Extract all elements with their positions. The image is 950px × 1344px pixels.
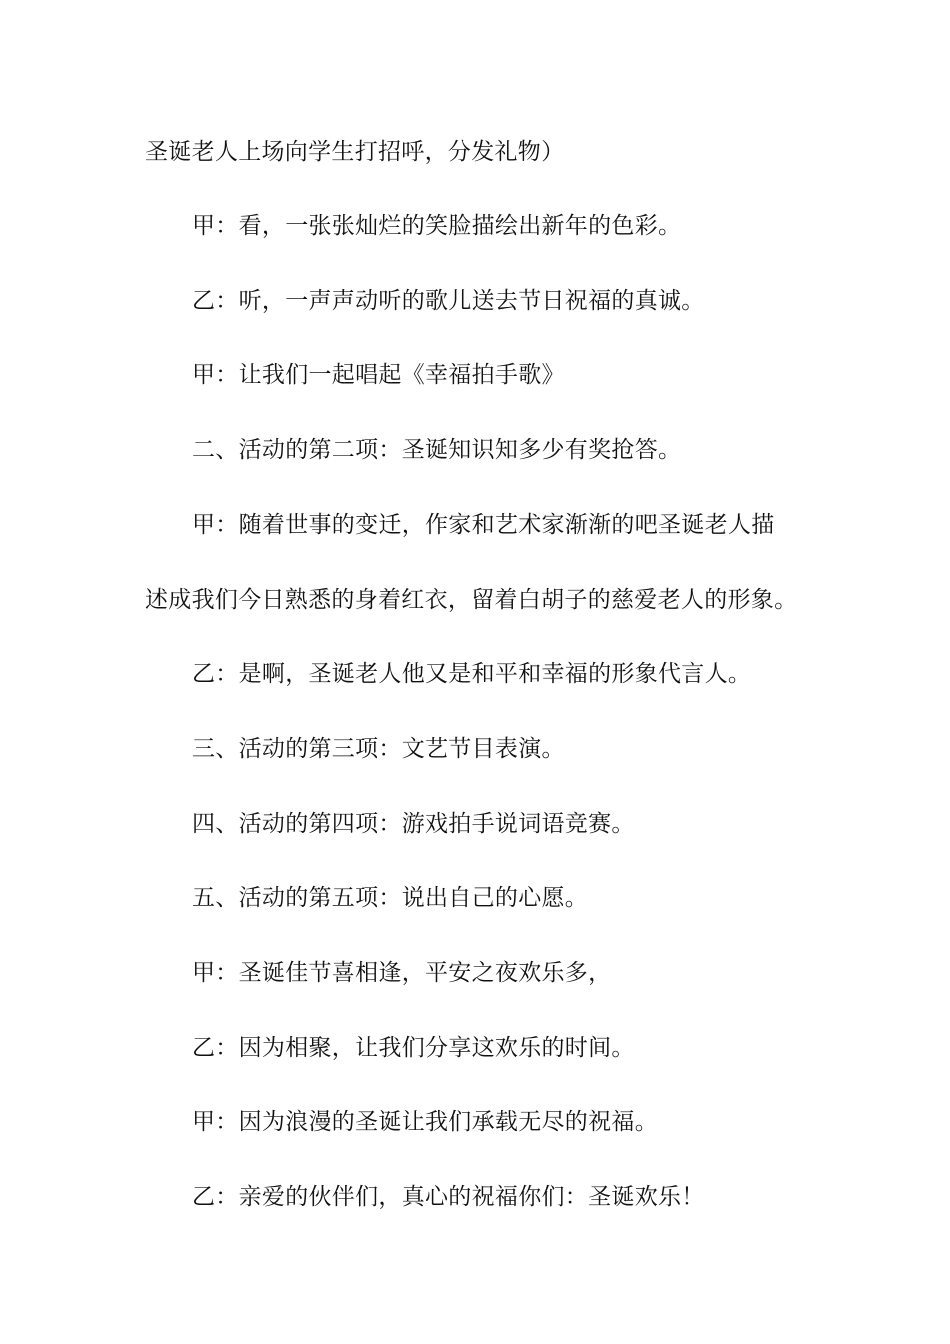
text-line-5: 二、活动的第二项：圣诞知识知多少有奖抢答。 [192, 437, 682, 463]
text-line-3: 乙：听，一声声动听的歌儿送去节日祝福的真诚。 [192, 288, 705, 314]
text-line-12: 甲：圣诞佳节喜相逢，平安之夜欢乐多， [192, 960, 612, 986]
text-line-15: 乙：亲爱的伙伴们，真心的祝福你们：圣诞欢乐！ [192, 1184, 705, 1210]
text-line-13: 乙：因为相聚，让我们分享这欢乐的时间。 [192, 1035, 635, 1061]
text-line-7: 述成我们今日熟悉的身着红衣，留着白胡子的慈爱老人的形象。 [145, 587, 798, 613]
text-line-11: 五、活动的第五项：说出自己的心愿。 [192, 885, 589, 911]
text-line-9: 三、活动的第三项：文艺节目表演。 [192, 736, 565, 762]
text-line-2: 甲：看，一张张灿烂的笑脸描绘出新年的色彩。 [192, 213, 682, 239]
text-line-1: 圣诞老人上场向学生打招呼，分发礼物） [145, 139, 565, 165]
text-line-4: 甲：让我们一起唱起《幸福拍手歌》 [192, 362, 565, 388]
text-line-14: 甲：因为浪漫的圣诞让我们承载无尽的祝福。 [192, 1109, 658, 1135]
text-line-8: 乙：是啊，圣诞老人他又是和平和幸福的形象代言人。 [192, 661, 752, 687]
text-line-10: 四、活动的第四项：游戏拍手说词语竞赛。 [192, 811, 635, 837]
text-line-6: 甲：随着世事的变迁，作家和艺术家渐渐的吧圣诞老人描 [192, 512, 775, 538]
